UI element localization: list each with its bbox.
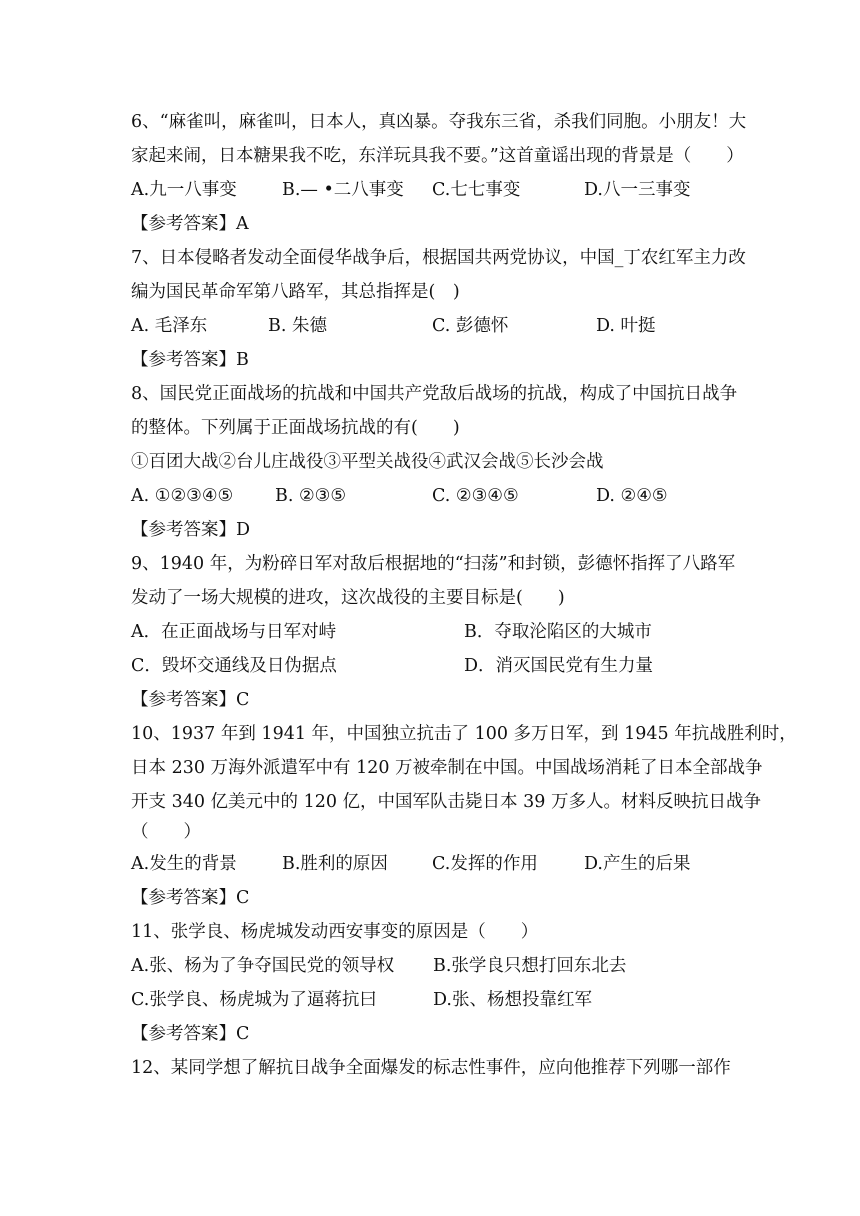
question-9-stem-line-1: 9、1940 年，为粉碎日军对敌后根据地的“扫荡”和封锁，彭德怀指挥了八路军 [131,554,736,574]
question-7-option-a: A. 毛泽东 [131,316,208,336]
question-7-option-b: B. 朱德 [268,316,327,336]
question-10-options [131,852,751,876]
question-7-options [131,314,751,338]
question-7-stem-line-1: 7、日本侵略者发动全面侵华战争后，根据国共两党协议，中国_丁农红军主力改 [131,248,746,268]
question-8-stem-line-1: 8、国民党正面战场的抗战和中国共产党敌后战场的抗战，构成了中国抗日战争 [131,384,738,404]
question-8-options [131,484,751,508]
question-6-option-a: A.九一八事变 [131,180,237,200]
question-8-option-c: C. ②③④⑤ [432,486,519,506]
question-9-options-row-2 [131,654,751,678]
question-9-options-row-1 [131,620,751,644]
question-11-option-c: C.张学良、杨虎城为了逼蒋抗曰 [131,990,377,1010]
question-11-options-row-1 [131,954,751,978]
question-10-stem-line-4: （ ） [131,822,201,842]
question-8-stem-line-2: 的整体。下列属于正面战场抗战的有( ) [131,418,460,438]
question-7-stem-line-2: 编为国民革命军第八路军，其总指挥是( ) [131,282,460,302]
question-6-options [131,178,751,202]
question-6-option-c: C.七七事变 [432,180,521,200]
question-6-option-b: B.— •二八事变 [282,180,404,200]
question-11-answer: 【参考答案】C [131,1024,250,1044]
question-8-option-d: D. ②④⑤ [596,486,668,506]
question-10-option-d: D.产生的后果 [584,854,691,874]
question-7-option-c: C. 彭德怀 [432,316,509,336]
question-12-stem-line-1: 12、某同学想了解抗日战争全面爆发的标志性事件，应向他推荐下列哪一部作 [131,1058,731,1078]
question-10-option-a: A.发生的背景 [131,854,237,874]
question-10-stem-line-3: 开支 340 亿美元中的 120 亿，中国军队击毙日本 39 万多人。材料反映抗日战争 [131,792,761,812]
question-8-option-a: A. ①②③④⑤ [131,486,234,506]
question-10-option-c: C.发挥的作用 [432,854,538,874]
question-11-option-a: A.张、杨为了争夺国民党的领导权 [131,956,395,976]
question-10-option-b: B.胜利的原因 [282,854,388,874]
question-6-stem-line-2: 家起来闹，日本糖果我不吃，东洋玩具我不要。”这首童谣出现的背景是（ ） [131,146,744,166]
question-8-stem-line-3: ①百团大战②台儿庄战役③平型关战役④武汉会战⑤长沙会战 [131,452,604,472]
question-9-option-b: B．夺取沦陷区的大城市 [464,622,652,642]
question-6-option-d: D.八一三事变 [584,180,691,200]
question-9-answer: 【参考答案】C [131,690,250,710]
question-9-option-c: C．毁坏交通线及日伪据点 [131,656,337,676]
question-11-stem-line-1: 11、张学良、杨虎城发动西安事变的原因是（ ） [131,922,539,942]
question-10-stem-line-1: 10、1937 年到 1941 年，中国独立抗击了 100 多万日军，到 1945 年抗战胜利时， [131,724,797,744]
question-6-stem-line-1: 6、“麻雀叫，麻雀叫，日本人，真凶暴。夺我东三省，杀我们同胞。小朋友！大 [131,112,747,132]
question-7-answer: 【参考答案】B [131,350,249,370]
question-9-stem-line-2: 发动了一场大规模的进攻，这次战役的主要目标是( ) [131,588,565,608]
question-11-option-b: B.张学良只想打回东北去 [433,956,627,976]
question-9-option-a: A．在正面战场与日军对峙 [131,622,337,642]
question-8-option-b: B. ②③⑤ [275,486,347,506]
question-9-option-d: D．消灭国民党有生力量 [464,656,654,676]
question-10-stem-line-2: 日本 230 万海外派遣军中有 120 万被牵制在中国。中国战场消耗了日本全部战争 [131,758,763,778]
question-11-options-row-2 [131,988,751,1012]
question-8-answer: 【参考答案】D [131,520,251,540]
question-6-answer: 【参考答案】A [131,214,249,234]
question-7-option-d: D. 叶挺 [596,316,656,336]
question-11-option-d: D.张、杨想投靠红军 [433,990,592,1010]
question-10-answer: 【参考答案】C [131,888,250,908]
